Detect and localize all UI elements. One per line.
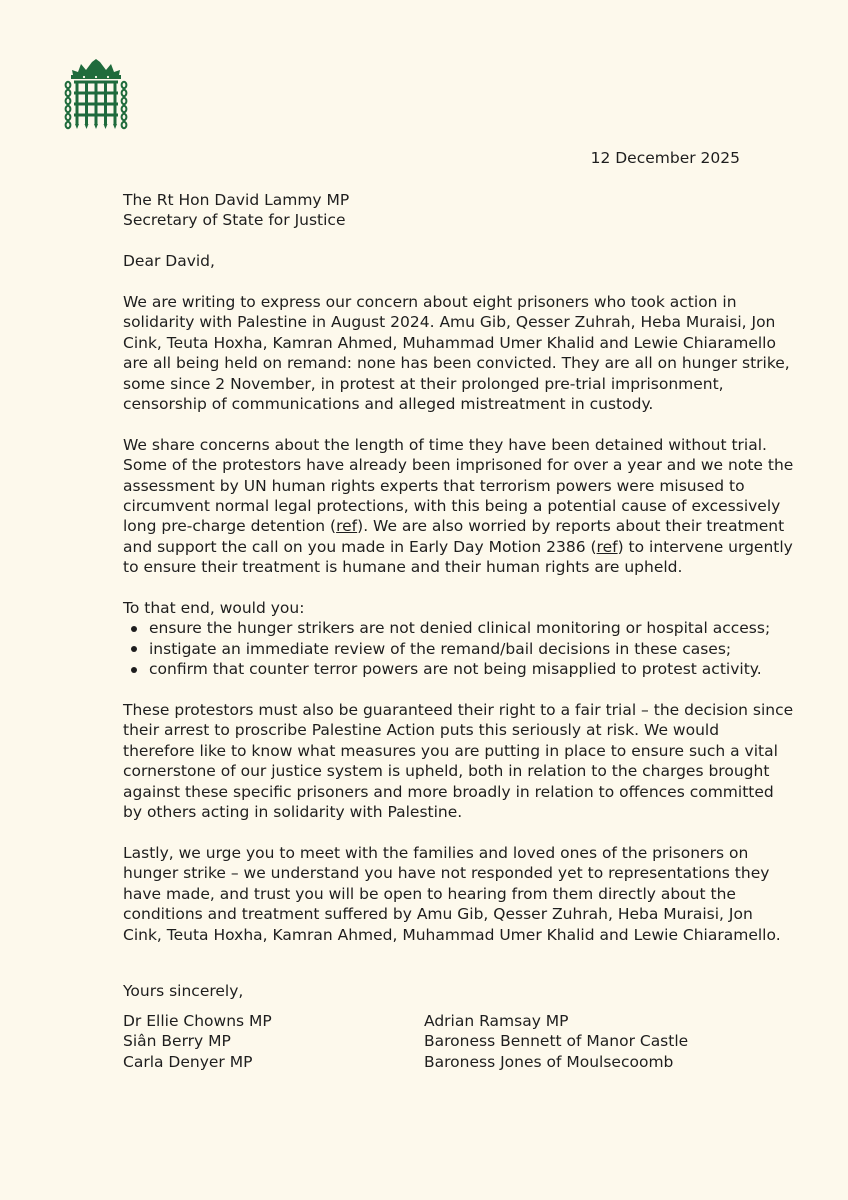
list-item: ensure the hunger strikers are not denied clinical monitoring or hospital access; — [123, 618, 763, 638]
paragraph-families — [123, 843, 781, 945]
text-line: circumvent normal legal protections, with this being a potential cause of excessively — [123, 497, 781, 516]
text-line: Cink, Teuta Hoxha, Kamran Ahmed, Muhammad Umer Khalid and Lewie Chiaramello. — [123, 925, 781, 944]
paragraph-detention — [123, 435, 794, 578]
text-fragment: ). We are also worried by reports about their treatment — [357, 517, 785, 536]
text-line: We share concerns about the length of time they have been detained without trial. — [123, 435, 767, 454]
text-line — [123, 516, 785, 536]
text-line: therefore like to know what measures you are putting in place to ensure such a vital — [123, 741, 778, 760]
signatories-left — [123, 1011, 424, 1072]
text-line: their arrest to proscribe Palestine Action puts this seriously at risk. We would — [123, 721, 720, 740]
signoff: Yours sincerely, — [123, 982, 244, 1000]
text-line: against these specific prisoners and more broadly in relation to offences committed — [123, 782, 774, 801]
text-line: hunger strike – we understand you have not responded yet to representations they — [123, 864, 770, 883]
text-line: conditions and treatment suffered by Amu Gib, Qesser Zuhrah, Heba Muraisi, Jon — [123, 905, 753, 924]
text-line: some since 2 November, in protest at their prolonged pre-trial imprisonment, — [123, 374, 724, 393]
text-line: solidarity with Palestine in August 2024. Amu Gib, Qesser Zuhrah, Heba Muraisi, Jon — [123, 313, 776, 332]
portcullis-icon — [64, 58, 128, 132]
text-line: are all being held on remand: none has been convicted. They are all on hunger strike, — [123, 354, 790, 373]
recipient-title: Secretary of State for Justice — [123, 211, 346, 230]
text-line: Lastly, we urge you to meet with the families and loved ones of the prisoners on — [123, 843, 749, 862]
signatory: Baroness Jones of Moulsecoomb — [424, 1052, 674, 1071]
text-line: by others acting in solidarity with Palestine. — [123, 803, 463, 822]
signatory: Dr Ellie Chowns MP — [123, 1012, 272, 1030]
recipient-name: The Rt Hon David Lammy MP — [123, 191, 350, 209]
text-line: have made, and trust you will be open to hearing from them directly about the — [123, 884, 736, 903]
signatories — [123, 1011, 763, 1072]
text-line: cornerstone of our justice system is upheld, both in relation to the charges brought — [123, 762, 770, 781]
text-fragment: long pre-charge detention ( — [123, 517, 337, 536]
salutation: Dear David, — [123, 252, 215, 271]
list-item: confirm that counter terror powers are not being misapplied to protest activity. — [123, 659, 763, 679]
text-fragment: ) to intervene urgently — [617, 537, 793, 556]
text-fragment: and support the call on you made in Early Day Motion 2386 ( — [123, 537, 597, 556]
signatory: Baroness Bennett of Manor Castle — [424, 1032, 689, 1051]
signatories-right — [424, 1011, 725, 1072]
ref-link-un-experts[interactable]: ref — [336, 517, 358, 536]
text-line — [123, 537, 793, 557]
letter-body — [123, 190, 794, 965]
signatory: Carla Denyer MP — [123, 1052, 253, 1071]
text-line: Cink, Teuta Hoxha, Kamran Ahmed, Muhammad Umer Khalid and Lewie Chiaramello — [123, 333, 776, 352]
paragraph-fair-trial — [123, 700, 794, 822]
signatory: Adrian Ramsay MP — [424, 1012, 569, 1030]
recipient-block — [123, 190, 763, 231]
portcullis-logo — [64, 58, 128, 132]
text-line: censorship of communications and alleged mistreatment in custody. — [123, 395, 654, 414]
text-line: to ensure their treatment is humane and their human rights are upheld. — [123, 558, 683, 577]
asks-list — [123, 618, 771, 679]
asks-intro: To that end, would you: — [123, 599, 305, 618]
text-line: These protestors must also be guaranteed their right to a fair trial – the decision since — [123, 701, 794, 720]
paragraph-concern — [123, 292, 790, 414]
letter-date: 12 December 2025 — [590, 149, 740, 167]
ref-link-edm-2386[interactable]: ref — [596, 537, 618, 556]
text-line: We are writing to express our concern about eight prisoners who took action in — [123, 293, 737, 311]
list-item: instigate an immediate review of the remand/bail decisions in these cases; — [123, 639, 763, 659]
text-line: Some of the protestors have already been imprisoned for over a year and we note the — [123, 456, 794, 475]
signatory: Siân Berry MP — [123, 1032, 231, 1051]
text-line: assessment by UN human rights experts that terrorism powers were misused to — [123, 476, 745, 495]
